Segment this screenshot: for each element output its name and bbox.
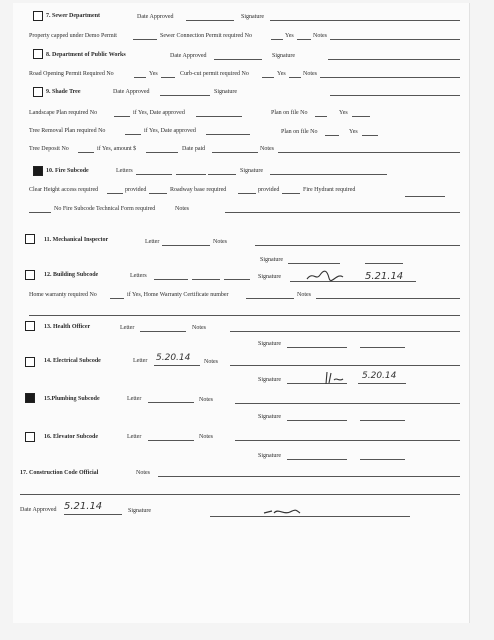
form-page <box>13 3 470 623</box>
signature-label: Signature <box>258 377 281 383</box>
date-approved-label: Date Approved <box>137 14 174 20</box>
checkbox-mechanical[interactable] <box>25 234 35 244</box>
provided-label: provided <box>258 187 280 193</box>
yes-label: Yes <box>285 33 294 39</box>
signature-date-handwritten: 5.20.14 <box>362 371 397 381</box>
notes-line[interactable] <box>225 212 460 213</box>
section-title: 12. Building Subcode <box>44 272 99 278</box>
notes-line[interactable] <box>158 476 460 477</box>
checkbox-sewer[interactable] <box>33 11 43 21</box>
notes-label: Notes <box>260 146 274 152</box>
yes-field[interactable] <box>362 135 378 136</box>
notes-label: Notes <box>204 359 218 365</box>
no-fire-form-label: No Fire Subcode Technical Form required <box>54 206 156 212</box>
date-approved-label: Date Approved <box>20 507 57 513</box>
yes-field[interactable] <box>352 116 370 117</box>
notes-label: Notes <box>175 206 189 212</box>
letter-date-3[interactable] <box>224 279 250 280</box>
curb-cut-label: Curb-cut permit required No <box>180 71 249 77</box>
handwritten-signature <box>262 506 302 516</box>
landscape-plan-label: Landscape Plan required No <box>29 110 98 116</box>
signature-date[interactable] <box>360 420 405 421</box>
signature-date-handwritten: 5.21.14 <box>365 271 404 282</box>
signature-line[interactable] <box>330 95 460 96</box>
section-title: 14. Electrical Subcode <box>44 358 101 364</box>
checkbox-fire-subcode[interactable] <box>33 166 43 176</box>
signature-label: Signature <box>272 53 295 59</box>
notes-line[interactable] <box>235 403 460 404</box>
notes-label: Notes <box>213 239 227 245</box>
if-yes-date-label: if Yes, Date approved <box>133 110 185 116</box>
date-approved-label: Date Approved <box>170 53 207 59</box>
hydrant-label: Fire Hydrant required <box>303 187 356 193</box>
section-title: 13. Health Officer <box>44 324 91 330</box>
letter-label: Letter <box>133 358 148 364</box>
section-title: 10. Fire Subcode <box>46 168 89 174</box>
notes-label: Notes <box>136 470 150 476</box>
signature-label: Signature <box>128 508 151 514</box>
notes-line-2[interactable] <box>29 315 460 316</box>
date-field[interactable] <box>214 59 262 60</box>
warranty-cert-label: if Yes, Home Warranty Certificate number <box>127 292 229 298</box>
provided-label: provided <box>125 187 147 193</box>
date-field[interactable] <box>64 514 122 515</box>
clear-height-field[interactable] <box>107 193 123 194</box>
yes-label: Yes <box>339 110 348 116</box>
plan-on-file-label: Plan on file No <box>271 110 308 116</box>
signature-line[interactable] <box>287 420 347 421</box>
date-field[interactable] <box>186 20 234 21</box>
no-fire-form-field[interactable] <box>29 212 51 213</box>
amount-field[interactable] <box>146 152 178 153</box>
provided-field[interactable] <box>149 193 167 194</box>
tree-deposit-label: Tree Deposit No <box>29 146 69 152</box>
signature-date[interactable] <box>345 174 387 175</box>
section-title: 17. Construction Code Official <box>20 470 99 476</box>
signature-line[interactable] <box>287 347 347 348</box>
letter-label: Letter <box>127 434 142 440</box>
no-field[interactable] <box>315 116 327 117</box>
signature-line[interactable] <box>328 59 460 60</box>
roadway-field[interactable] <box>238 193 256 194</box>
section-title: 11. Mechanical Inspector <box>44 237 109 243</box>
signature-date[interactable] <box>360 347 405 348</box>
date-approved-handwritten: 5.21.14 <box>64 501 103 512</box>
yes-field[interactable] <box>297 39 311 40</box>
warranty-cert-field[interactable] <box>246 298 294 299</box>
notes-label: Notes <box>192 325 206 331</box>
signature-line[interactable] <box>288 263 340 264</box>
signature-label: Signature <box>240 168 263 174</box>
amount-label: if Yes, amount $ <box>97 146 137 152</box>
plan-on-file-label: Plan on file No <box>281 129 318 135</box>
demo-permit-field[interactable] <box>133 39 157 40</box>
letter-date[interactable] <box>148 440 194 441</box>
signature-label: Signature <box>258 341 281 347</box>
signature-line[interactable] <box>270 20 460 21</box>
date-approved-label: Date Approved <box>113 89 150 95</box>
notes-line[interactable] <box>316 298 460 299</box>
notes-label: Notes <box>303 71 317 77</box>
no-field[interactable] <box>125 134 141 135</box>
no-field[interactable] <box>271 39 283 40</box>
letter-date-2[interactable] <box>192 279 220 280</box>
checkbox-public-works[interactable] <box>33 49 43 59</box>
no-field[interactable] <box>325 135 339 136</box>
checkbox-building[interactable] <box>25 270 35 280</box>
yes-field[interactable] <box>161 77 175 78</box>
letter-date-1[interactable] <box>136 174 172 175</box>
date-paid-field[interactable] <box>212 152 258 153</box>
date-paid-label: Date paid <box>182 146 206 152</box>
signature-label: Signature <box>258 414 281 420</box>
signature-label: Signature <box>241 14 264 20</box>
signature-label: Signature <box>258 274 281 280</box>
hydrant-field[interactable] <box>405 196 445 197</box>
section-title: 9. Shade Tree <box>46 89 81 95</box>
no-field[interactable] <box>114 116 130 117</box>
roadway-label: Roadway base required <box>170 187 227 193</box>
date-field[interactable] <box>160 95 210 96</box>
letters-label: Letters <box>130 273 147 279</box>
notes-label: Notes <box>297 292 311 298</box>
signature-date[interactable] <box>360 459 405 460</box>
checkbox-elevator[interactable] <box>25 432 35 442</box>
road-opening-label: Road Opening Permit Required No <box>29 71 114 77</box>
provided-field[interactable] <box>282 193 300 194</box>
home-warranty-label: Home warranty required No <box>29 292 97 298</box>
signature-line[interactable] <box>287 459 347 460</box>
signature-label: Signature <box>214 89 237 95</box>
letter-date[interactable] <box>148 402 194 403</box>
tree-removal-label: Tree Removal Plan required No <box>29 128 106 134</box>
handwritten-signature <box>305 268 345 282</box>
yes-label: Yes <box>149 71 158 77</box>
no-field[interactable] <box>134 77 146 78</box>
signature-date[interactable] <box>365 263 403 264</box>
sewer-permit-label: Sewer Connection Permit required No <box>160 33 252 39</box>
yes-label: Yes <box>277 71 286 77</box>
if-yes-date-label: if Yes, Date approved <box>144 128 196 134</box>
notes-label: Notes <box>313 33 327 39</box>
no-field[interactable] <box>262 77 274 78</box>
notes-line[interactable] <box>255 245 460 246</box>
notes-line[interactable] <box>230 365 460 366</box>
letter-date[interactable] <box>140 331 186 332</box>
section-title: 16. Elevator Subcode <box>44 434 99 440</box>
no-field[interactable] <box>78 152 94 153</box>
signature-line[interactable] <box>210 516 410 517</box>
notes-label: Notes <box>199 397 213 403</box>
date-field[interactable] <box>206 134 250 135</box>
letter-date-1[interactable] <box>154 279 188 280</box>
signature-date[interactable] <box>358 383 406 384</box>
letter-date-2[interactable] <box>176 174 206 175</box>
notes-line[interactable] <box>230 331 460 332</box>
checkbox-health[interactable] <box>25 321 35 331</box>
section-title: 8. Department of Public Works <box>46 52 126 58</box>
notes-line[interactable] <box>278 152 460 153</box>
letter-label: Letter <box>120 325 135 331</box>
notes-label: Notes <box>199 434 213 440</box>
notes-line[interactable] <box>330 39 460 40</box>
notes-line[interactable] <box>235 440 460 441</box>
letters-label: Letters <box>116 168 133 174</box>
yes-label: Yes <box>349 129 358 135</box>
demo-permit-label: Property capped under Demo Permit <box>29 33 117 39</box>
letter-date-3[interactable] <box>208 174 236 175</box>
letter-label: Letter <box>127 396 142 402</box>
notes-line[interactable] <box>320 77 460 78</box>
signature-label: Signature <box>258 453 281 459</box>
section-title: 7. Sewer Department <box>46 13 101 19</box>
letter-date[interactable] <box>162 245 210 246</box>
section-title: 15.Plumbing Subcode <box>44 396 100 402</box>
clear-height-label: Clear Height access required <box>29 187 99 193</box>
letter-label: Letter <box>145 239 160 245</box>
checkbox-shade-tree[interactable] <box>33 87 43 97</box>
letter-date-handwritten: 5.20.14 <box>156 353 191 363</box>
checkbox-electrical[interactable] <box>25 357 35 367</box>
notes-line-2[interactable] <box>20 494 460 495</box>
date-field[interactable] <box>196 116 242 117</box>
no-field[interactable] <box>110 298 124 299</box>
checkbox-plumbing[interactable] <box>25 393 35 403</box>
yes-field[interactable] <box>289 77 301 78</box>
letter-date[interactable] <box>154 365 200 366</box>
handwritten-signature <box>323 370 347 386</box>
signature-label: Signature <box>260 257 283 263</box>
